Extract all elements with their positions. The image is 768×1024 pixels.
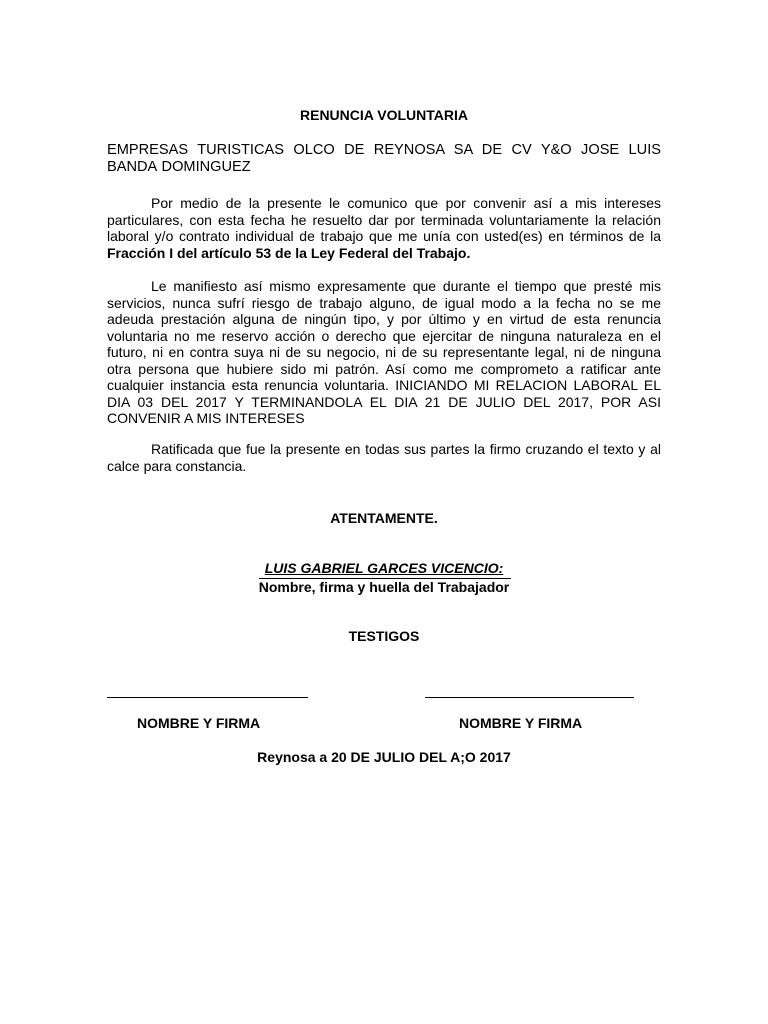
witness-label-left: NOMBRE Y FIRMA <box>137 715 261 731</box>
document-title: RENUNCIA VOLUNTARIA <box>300 107 468 123</box>
paragraph-resignation-text: Por medio de la presente le comunico que por convenir así a mis intereses particulares, con esta fecha he resuelto dar por terminada voluntariamente la relación laboral y/o contrato individual de trabajo que me unía con usted(es) en términos de la <box>107 195 661 244</box>
witnesses-heading: TESTIGOS <box>348 628 420 644</box>
legal-reference: Fracción I del artículo 53 de la Ley Federal del Trabajo. <box>107 244 471 261</box>
signer-name: LUIS GABRIEL GARCES VICENCIO: <box>264 560 504 576</box>
place-date: Reynosa a 20 DE JULIO DEL A;O 2017 <box>257 749 511 765</box>
signer-caption: Nombre, firma y huella del Trabajador <box>258 579 510 595</box>
witness-signature-line-left <box>107 697 308 698</box>
paragraph-resignation <box>107 195 661 261</box>
closing: ATENTAMENTE. <box>330 510 438 526</box>
paragraph-declaration: Le manifiesto así mismo expresamente que durante el tiempo que presté mis servicios, nunca sufrí riesgo de trabajo alguno, de igual modo a la fecha no se me adeuda prestación alguna de ningún tipo, y por último y en virtud de esta renuncia voluntaria no me reservo acción o derecho que ejercitar de ninguna naturaleza en el futuro, ni en contra suya ni de su negocio, ni de su representante legal, ni de ninguna otra persona que hubiere sido mi patrón. Así como me comprometo a ratificar ante cualquier instancia esta renuncia voluntaria. INICIANDO MI RELACION LABORAL EL DIA 03 DEL 2017 Y TERMINANDOLA EL DIA 21 DE JULIO DEL 2017, POR ASI CONVENIR A MIS INTERESES <box>107 278 661 426</box>
witness-label-right: NOMBRE Y FIRMA <box>459 715 583 731</box>
addressee: EMPRESAS TURISTICAS OLCO DE REYNOSA SA DE CV Y&O JOSE LUIS BANDA DOMINGUEZ <box>107 142 661 175</box>
paragraph-ratification: Ratificada que fue la presente en todas sus partes la firmo cruzando el texto y al calce para constancia. <box>107 441 661 474</box>
witness-signature-line-right <box>425 697 634 698</box>
